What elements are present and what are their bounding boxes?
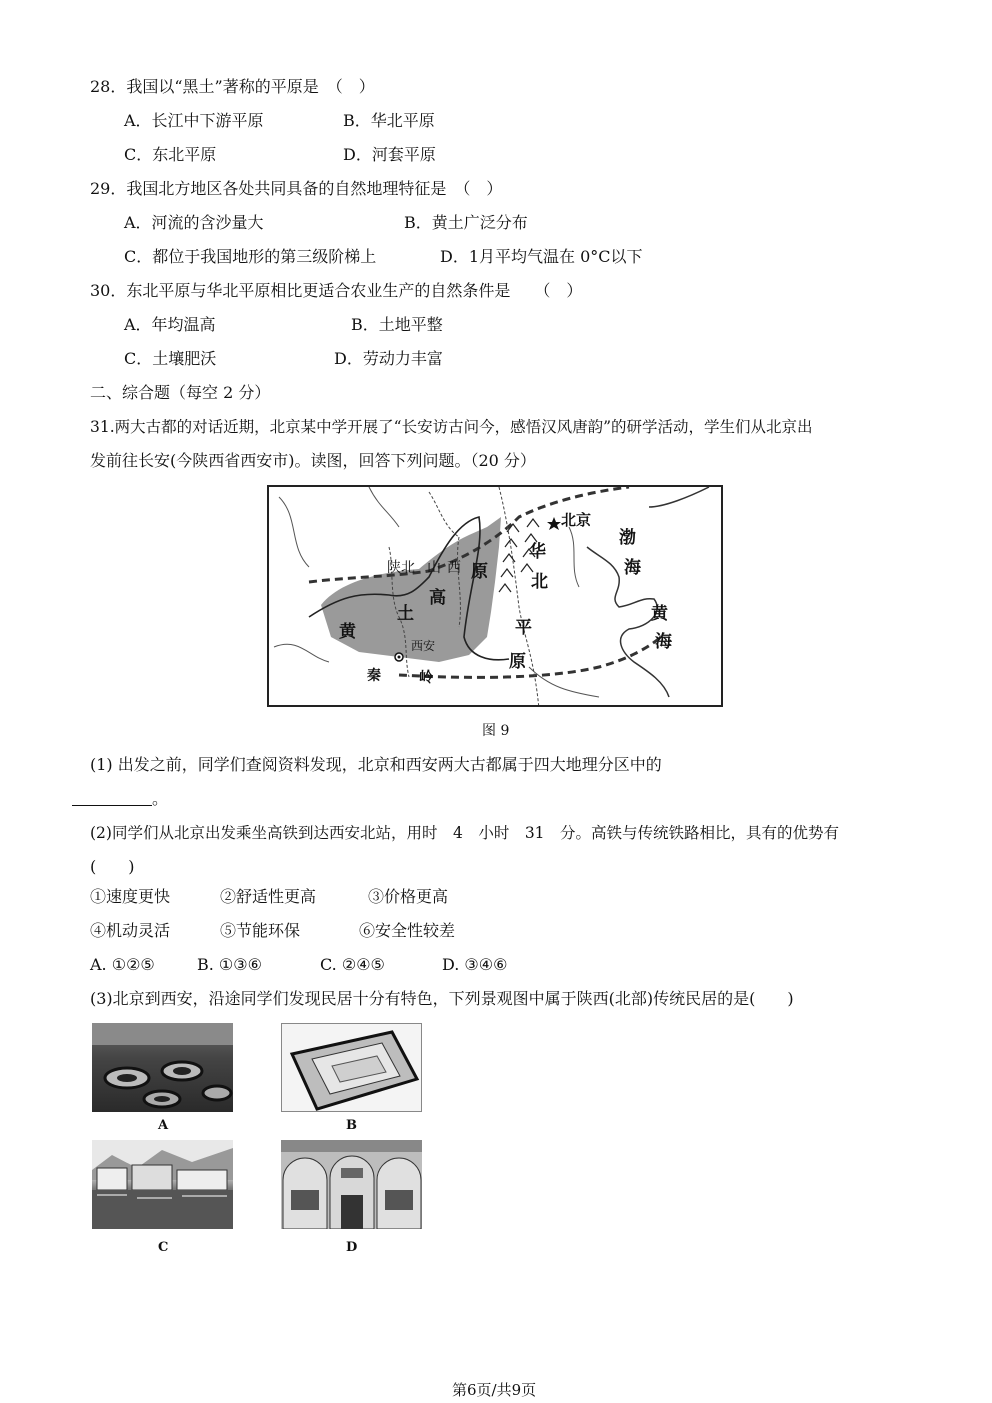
label-beijing: 北京 [561,511,592,529]
q31-part2-option-a: A. ①②⑤ [90,955,155,974]
q31-part2-item-4: ④机动灵活 [90,921,171,940]
q29-option-b: B．黄土广泛分布 [404,213,528,232]
photo-a-drawing [92,1023,233,1112]
label-ling: 岭 [419,670,433,686]
label-xi: 西 [447,560,461,576]
photo-c-drawing [92,1140,233,1229]
q30-option-a: A．年均温高 [124,315,216,334]
photo-d-label: D [346,1240,358,1255]
label-plain-ping: 平 [515,618,532,638]
q28-stem: 28．我国以“黑土”著称的平原是 （ ） [90,77,375,96]
q31-part1-end: 。 [152,789,169,808]
label-xian: 西安 [411,639,436,653]
q28-option-a: A．长江中下游平原 [124,111,264,130]
photo-b-drawing [282,1024,422,1112]
q29-option-a: A．河流的含沙量大 [124,213,264,232]
q29-option-d: D．1月平均气温在 0°C以下 [440,247,643,266]
q28-option-d: D．河套平原 [343,145,436,164]
q31-part1-answer-line [72,788,168,810]
q31-part2-text: (2)同学们从北京出发乘坐高铁到达西安北站，用时 4 小时 31 分。高铁与传统铁路相比，具有的优势有 [90,824,840,842]
page-footer: 第6页/共9页 [452,1381,537,1399]
photo-a-tulou[interactable] [92,1023,233,1112]
label-plain-bei: 北 [531,572,548,592]
photo-d-drawing [281,1140,422,1229]
map-drawing [269,487,723,707]
q28-option-b: B．华北平原 [343,111,435,130]
photo-a-label: A [158,1118,169,1133]
figure-caption: 图 9 [482,723,510,739]
q31-part2-paren: ( ) [90,857,135,876]
q31-intro-line2: 发前往长安(今陕西省西安市)。读图，回答下列问题。（20 分） [90,451,536,470]
photo-d-yaodong[interactable] [281,1140,422,1229]
section-heading: 二、综合题（每空 2 分） [90,383,271,402]
q31-part2-option-c: C. ②④⑤ [320,955,385,974]
beijing-star-icon [547,517,561,530]
q31-part2-item-3: ③价格更高 [368,887,449,906]
label-loess-huang: 黄 [339,622,356,642]
q28-option-c: C．东北平原 [124,145,217,164]
xian-city-dot [398,656,401,659]
label-plateau-gao: 高 [429,588,446,608]
q31-intro-line1: 31.两大古都的对话近期，北京某中学开展了“长安访古问今，感悟汉风唐韵”的研学活动，学生们从北京出 [90,418,813,436]
photo-c-label: C [158,1240,169,1255]
figure-9-map [267,485,723,707]
q31-part1-text: (1) 出发之前，同学们查阅资料发现，北京和西安两大古都属于四大地理分区中的 [90,755,662,774]
coastline [587,487,709,697]
label-bohai-2: 海 [624,558,641,578]
photo-c-huizhou[interactable] [92,1140,233,1229]
q29-stem: 29．我国北方地区各处共同具备的自然地理特征是 （ ） [90,179,503,198]
label-shanbei: 陕北 [387,560,415,576]
q31-part2-item-5: ⑤节能环保 [220,921,301,940]
q31-part2-item-6: ⑥安全性较差 [359,921,456,940]
q31-part3-text: (3)北京到西安，沿途同学们发现民居十分有特色，下列景观图中属于陕西(北部)传统民居的是( ) [90,989,794,1008]
label-loess-tu: 土 [397,604,414,624]
label-plain-hua: 华 [529,542,546,562]
q30-option-d: D．劳动力丰富 [334,349,443,368]
q30-option-c: C．土壤肥沃 [124,349,217,368]
label-shan: 山 [427,560,441,576]
label-yellow-sea-1: 黄 [651,604,668,624]
label-bohai-1: 渤 [619,528,636,548]
photo-b-siheyuan[interactable] [281,1023,422,1112]
q31-part2-option-b: B. ①③⑥ [197,955,262,974]
answer-blank[interactable] [72,791,152,806]
q31-part2-item-2: ②舒适性更高 [220,887,317,906]
q31-part2-item-1: ①速度更快 [90,887,171,906]
label-qin: 秦 [367,668,381,684]
photo-b-label: B [346,1118,357,1133]
q30-stem: 30．东北平原与华北平原相比更适合农业生产的自然条件是 （ ） [90,281,583,300]
label-plain-yuan: 原 [509,652,526,672]
q30-option-b: B．土地平整 [351,315,443,334]
label-plateau-yuan: 原 [471,562,488,582]
q29-option-c: C．都位于我国地形的第三级阶梯上 [124,247,377,266]
q31-part2-option-d: D. ③④⑥ [442,955,508,974]
label-yellow-sea-2: 海 [655,632,672,652]
